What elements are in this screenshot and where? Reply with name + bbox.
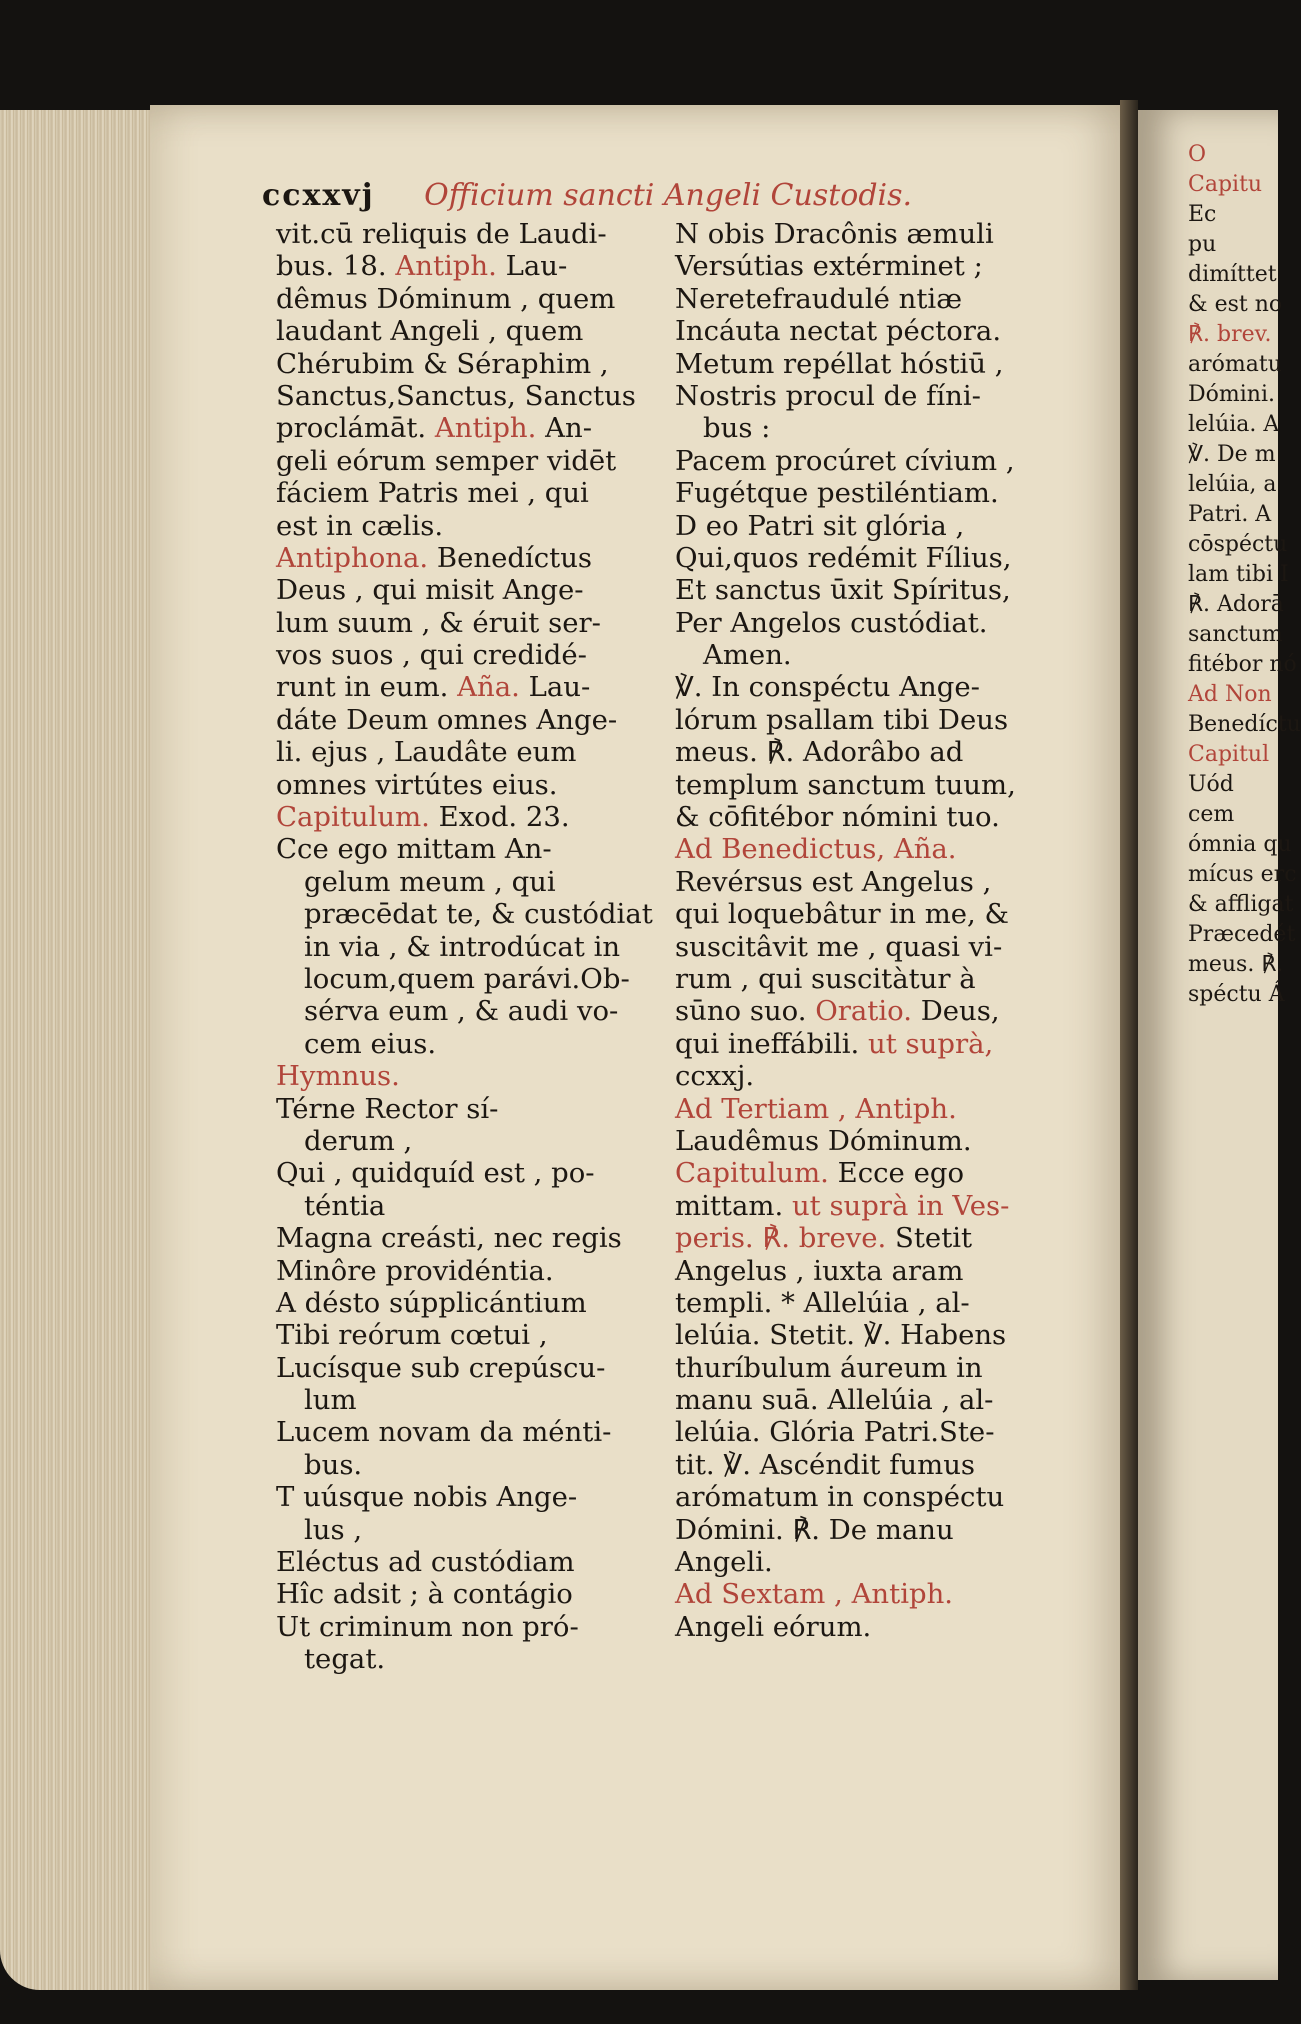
right-line: Versútias extérminet ; — [675, 250, 983, 283]
left-line: bus. — [304, 1448, 363, 1481]
rubric-text: Hymnus. — [276, 1060, 400, 1093]
facing-page-line: pu — [1188, 232, 1217, 257]
right-line: Nostris procul de fíni- — [675, 379, 981, 412]
left-line: derum , — [304, 1124, 413, 1157]
left-text-column — [276, 218, 651, 1676]
right-line: Metum repéllat hóstiū , — [675, 347, 1004, 380]
right-line: Capitulum. Ecce ego — [675, 1157, 965, 1190]
left-line: omnes virtútes eius. — [276, 768, 558, 801]
left-line: sérva eum , & audi vo- — [304, 995, 619, 1028]
facing-page-line: fitébor nó — [1188, 652, 1297, 677]
right-line: Angelus , iuxta aram — [675, 1254, 964, 1287]
right-line: meus. ℟. Adorâbo ad — [675, 736, 964, 769]
facing-page-line: Uód — [1188, 772, 1234, 797]
right-line: arómatum in conspéctu — [675, 1481, 1005, 1514]
left-line: li. ejus , Laudâte eum — [276, 736, 577, 769]
left-line: dáte Deum omnes Ange- — [276, 703, 618, 736]
left-line: Chérubim & Séraphim , — [276, 347, 609, 380]
left-line: cem eius. — [304, 1027, 437, 1060]
left-line: vit.cū reliquis de Laudi- — [276, 218, 607, 250]
left-line: Deus , qui misit Ange- — [276, 574, 584, 607]
rubric-text: Antiph. — [395, 250, 497, 283]
right-text-column — [675, 218, 1060, 1643]
right-line: templum sanctum tuum, — [675, 768, 1016, 801]
left-line: vos suos , qui credidé- — [276, 639, 587, 672]
facing-page-line: Capitu — [1188, 172, 1263, 197]
facing-page-line: ℣. De m — [1188, 442, 1276, 467]
facing-page-line: Ec — [1188, 202, 1217, 227]
right-line: Qui,quos redémit Fílius, — [675, 541, 1012, 574]
left-line: Capitulum. Exod. 23. — [276, 801, 570, 834]
facing-page-line: Præcedét — [1188, 922, 1296, 947]
left-line: Minôre providéntia. — [276, 1254, 554, 1287]
rubric-text: Antiph. — [434, 412, 537, 445]
facing-page-line: mícus erc — [1188, 862, 1297, 887]
left-line: runt in eum. Aña. Lau- — [276, 671, 591, 704]
left-line: locum,quem parávi.Ob- — [304, 962, 630, 995]
right-line: Laudêmus Dóminum. — [675, 1124, 972, 1157]
right-line: ccxxj. — [675, 1060, 755, 1093]
right-line: mittam. ut suprà in Ves- — [675, 1189, 1010, 1222]
rubric-text: Antiphona. — [276, 541, 429, 574]
facing-page-line: ℟. brev. — [1188, 322, 1272, 347]
right-line: Ad Sextam , Antiph. — [675, 1578, 954, 1611]
facing-page-line: lam tibi I — [1188, 562, 1289, 587]
facing-page-line: arómatu — [1188, 352, 1282, 377]
right-line: Dómini. ℟. De manu — [675, 1513, 954, 1546]
book-gutter — [1120, 100, 1138, 1990]
facing-page-line: dimíttet — [1188, 262, 1277, 287]
facing-page-line: Ad Non — [1188, 682, 1272, 707]
left-line: Sanctus,Sanctus, Sanctus — [276, 379, 636, 412]
facing-page-line: ómnia qu — [1188, 832, 1292, 857]
left-line: dêmus Dóminum , quem — [276, 282, 616, 315]
left-line: Térne Rector sí- — [276, 1092, 499, 1125]
right-line: Ad Tertiam , Antiph. — [675, 1092, 957, 1125]
book-page-edges — [0, 110, 160, 1990]
facing-page-line: Benedíctu — [1188, 712, 1301, 737]
right-line: qui loquebâtur in me, & — [675, 898, 1010, 931]
right-line: Et sanctus ūxit Spíritus, — [675, 574, 1011, 607]
right-line: Incáuta nectat péctora. — [675, 315, 1002, 348]
facing-page-line: O — [1188, 142, 1207, 167]
rubric-text: Capitulum. — [675, 1157, 829, 1190]
facing-page-line: Patri. A — [1188, 502, 1272, 527]
left-line: bus. 18. Antiph. Lau- — [276, 250, 568, 283]
right-line: lórum psallam tibi Deus — [675, 703, 1009, 736]
left-line: præcēdat te, & custódiat — [304, 898, 653, 931]
left-line: A désto súpplicántium — [276, 1286, 587, 1319]
right-line: tit. ℣. Ascéndit fumus — [675, 1448, 976, 1481]
right-line: D eo Patri sit glória , — [675, 509, 965, 542]
right-line: qui ineffábili. ut suprà, — [675, 1027, 994, 1060]
right-line: & cōfitébor nómini tuo. — [675, 801, 1000, 834]
facing-page-line: Capitul — [1188, 742, 1270, 767]
right-line: lelúia. Glória Patri.Ste- — [675, 1416, 995, 1449]
right-line: Ad Benedictus, Aña. — [675, 833, 957, 866]
left-line: Antiphona. Benedíctus — [276, 541, 593, 574]
left-line: Lucem novam da ménti- — [276, 1416, 612, 1449]
rubric-text: Oratio. — [815, 995, 912, 1028]
right-line: Fugétque pestiléntiam. — [675, 477, 999, 510]
rubric-text: ut suprà in Ves- — [791, 1189, 1010, 1222]
right-line: sūno suo. Oratio. Deus, — [675, 995, 1000, 1028]
left-line: Ut criminum non pró- — [276, 1610, 579, 1643]
facing-page-line: lelúia. A — [1188, 412, 1280, 437]
left-line: Cce ego mittam An- — [276, 833, 552, 866]
facing-page-line: & affligat — [1188, 892, 1294, 917]
rubric-text: Aña. — [457, 671, 520, 704]
rubric-text: ut suprà, — [868, 1027, 994, 1060]
rubric-text: peris. ℟. breve. — [675, 1222, 887, 1255]
left-line: Eléctus ad custódiam — [276, 1546, 575, 1579]
right-line: suscitâvit me , quasi vi- — [675, 930, 1003, 963]
rubric-text: Capitulum. — [276, 801, 430, 834]
left-line: Magna creásti, nec regis — [276, 1222, 622, 1255]
facing-page-line: & est no — [1188, 292, 1283, 317]
right-line: peris. ℟. breve. Stetit — [675, 1222, 973, 1255]
facing-page-line: cōspéctu — [1188, 532, 1288, 557]
facing-page-line: Dómini. — [1188, 382, 1275, 407]
right-line: Neretefraudulé ntiæ — [675, 282, 963, 315]
left-line: tegat. — [304, 1643, 386, 1676]
left-line — [276, 1060, 651, 1092]
right-line: ℣. In conspéctu Ange- — [675, 671, 980, 704]
right-line: Amen. — [703, 639, 792, 672]
facing-page-line: sanctum — [1188, 622, 1283, 647]
left-line: fáciem Patris mei , qui — [276, 477, 589, 510]
left-line: geli eórum semper vidēt — [276, 444, 617, 477]
left-line: lum — [304, 1384, 357, 1417]
left-line: Tibi reórum cœtui , — [276, 1319, 548, 1352]
left-line: proclámāt. Antiph. An- — [276, 412, 592, 445]
running-title: Officium sancti Angeli Custodis. — [424, 178, 913, 213]
facing-page-text — [1188, 140, 1301, 1010]
right-line: thuríbulum áureum in — [675, 1351, 983, 1384]
left-line: Qui , quidquíd est , po- — [276, 1157, 595, 1190]
right-line: manu suā. Allelúia , al- — [675, 1384, 994, 1417]
left-line: gelum meum , qui — [304, 865, 556, 898]
facing-page-line: spéctu Á — [1188, 982, 1285, 1007]
right-line: Pacem procúret cívium , — [675, 444, 1015, 477]
right-line: Angeli. — [675, 1546, 773, 1579]
left-line: est in cælis. — [276, 509, 444, 542]
left-line: Lucísque sub crepúscu- — [276, 1351, 606, 1384]
right-line: bus : — [703, 412, 771, 445]
right-line: Angeli eórum. — [675, 1610, 872, 1643]
right-line: Per Angelos custódiat. — [675, 606, 988, 639]
right-line: N obis Dracônis æmuli — [675, 218, 994, 250]
left-line: lum suum , & éruit ser- — [276, 606, 601, 639]
right-line: lelúia. Stetit. ℣. Habens — [675, 1319, 1007, 1352]
facing-page-line: lelúia, a — [1188, 472, 1277, 497]
facing-page-line: meus. ℟. — [1188, 952, 1284, 977]
facing-page-line: ℟. Adorā — [1188, 592, 1284, 617]
left-line: in via , & introdúcat in — [304, 930, 621, 963]
right-line: Revérsus est Angelus , — [675, 865, 992, 898]
left-line: Hîc adsit ; à contágio — [276, 1578, 573, 1611]
right-line: templi. * Allelúia , al- — [675, 1286, 970, 1319]
folio-number: ccxxvj — [262, 178, 375, 213]
left-line: laudant Angeli , quem — [276, 315, 584, 348]
facing-page-line: cem — [1188, 802, 1235, 827]
left-line: téntia — [304, 1189, 386, 1222]
page-header — [262, 178, 1022, 218]
right-line: rum , qui suscitàtur à — [675, 962, 976, 995]
left-line: lus , — [304, 1513, 363, 1546]
left-line: T uúsque nobis Ange- — [276, 1481, 578, 1514]
